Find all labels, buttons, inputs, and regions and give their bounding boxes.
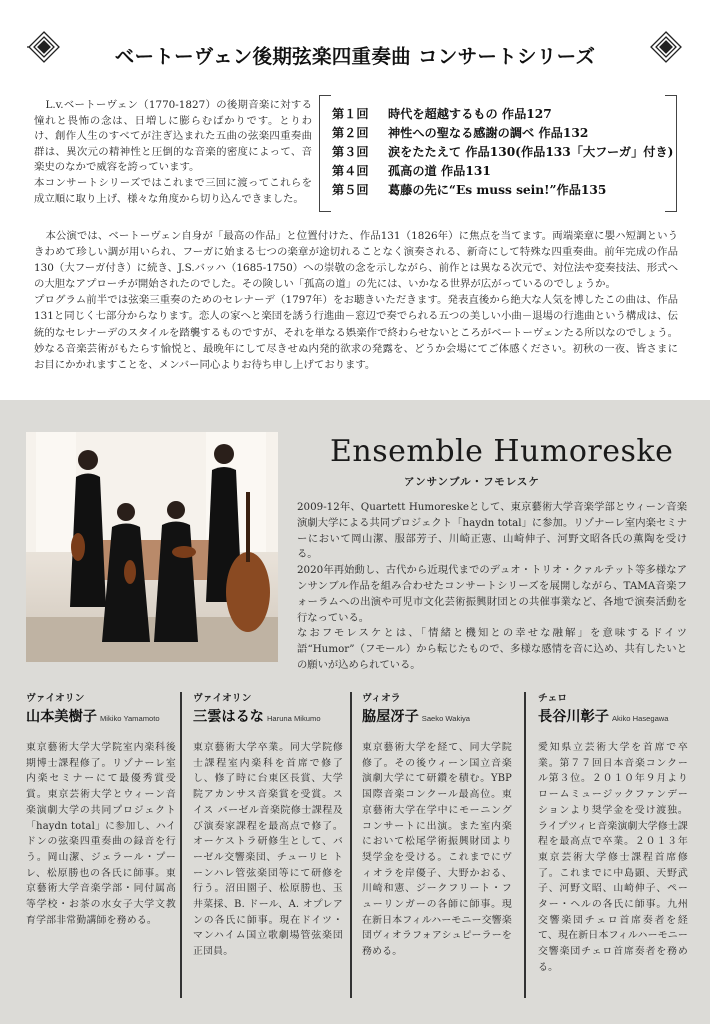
ensemble-photo-illustration <box>26 432 278 662</box>
member-name-jp: 脇屋冴子 <box>362 709 419 725</box>
program-item: 第４回 孤高の道 作品131 <box>332 164 491 178</box>
profile-paragraph: 2009-12年、Quartett Humoreskeとして、東京藝術大学音楽学部とウィーン音楽演劇大学による共同プロジェクト「haydn total」に参加。リゾナーレ室内楽セミナーにおいて岡山潔、服部芳子、川崎正憲、山崎伸子、河野文昭各氏の薫陶を受ける。 <box>297 501 687 561</box>
ensemble-profile <box>297 500 687 674</box>
member-instrument: チェロ <box>538 693 568 704</box>
ornament-diamond-icon <box>27 30 61 64</box>
member-name <box>538 706 688 726</box>
member-bio: 東京藝術大学卒業。同大学院修士課程室内楽科を首席で修了し、修了時に台東区長賞、大学院アカンサス音楽賞を受賞。スイス バーゼル音楽院修士課程及び演奏家課程を最高点で修了。オーケストラ研修生として、バーゼル交響楽団、チューリヒ トーンハレ管弦楽団等にて研修を行う。沼田園子、松原勝也、玉井菜採、B. ドール、A. オプレアンの各氏に師事。現在ドイツ・マンハイム国立歌劇場管弦楽団正団員。 <box>193 742 343 958</box>
member-name-jp: 山本美樹子 <box>26 709 97 725</box>
ensemble-section <box>0 400 710 1024</box>
member-name-en: Saeko Wakiya <box>421 714 471 723</box>
header <box>0 0 710 92</box>
program-item: 第１回 時代を超越するもの 作品127 <box>332 107 552 121</box>
intro-text <box>34 98 312 207</box>
profile-paragraph: なおフモレスケとは、「情緒と機知との幸せな融解」を意味するドイツ語“Humor”（フモール）から転じたもので、多様な感情を音に込め、共有したいとの願いが込められている。 <box>297 627 687 671</box>
member-instrument: ヴァイオリン <box>26 693 85 704</box>
program-list <box>332 105 674 200</box>
ornament-diamond-icon <box>649 30 683 64</box>
member-name <box>193 706 343 726</box>
program-item: 第５回 葛藤の先に“Es muss sein!”作品135 <box>332 183 607 197</box>
member-profile <box>26 690 176 928</box>
column-divider <box>180 692 182 998</box>
profile-paragraph: 2020年再始動し、古代から近現代までのデュオ・トリオ・クァルテット等多様なアンサンブル作品を組み合わせたコンサートシリーズを展開しながら、TAMA音楽フォーラムへの出演や可児市文化芸術振興財団との共催事業など、各地で演奏活動を行なっている。 <box>297 564 687 624</box>
page-title: ベートーヴェン後期弦楽四重奏曲 コンサートシリーズ <box>114 45 596 68</box>
member-name <box>362 706 512 726</box>
bracket-left <box>319 95 331 212</box>
ensemble-kana: アンサンブル・フモレスケ <box>404 476 540 488</box>
description-paragraph: プログラム前半では弦楽三重奏のためのセレナーデ（1797年）をお聴きいただきます。発表直後から絶大な人気を博したこの曲は、作品131と同じく七部分からなります。恋人の家へと楽団を誘う行進曲－窓辺で奏でられる五つの美しい小曲－退場の行進曲という構成は、伝統的なセレナーデのスタイルを踏襲するものですが、それを単なる娯楽作で終わらせないところがベートーヴェンたる所以なのでしょう。妙なる音楽芸術がもたらす愉悦と、最晩年にして尽きせぬ内発的欲求の発露を、どうか会場にてご体感ください。初秋の一夜、皆さまにお目にかかれますことを、メンバー同心よりお待ち申し上げております。 <box>34 294 678 371</box>
member-name-en: Mikiko Yamamoto <box>99 714 160 723</box>
member-name-en: Akiko Hasegawa <box>611 714 669 723</box>
ensemble-name: Ensemble Humoreske <box>330 434 674 469</box>
member-instrument: ヴァイオリン <box>193 693 252 704</box>
column-divider <box>350 692 352 998</box>
member-name <box>26 706 176 726</box>
program-item: 第３回 涙をたたえて 作品130(作品133「大フーガ」付き) <box>332 145 674 159</box>
member-name-en: Haruna Mikumo <box>266 714 321 723</box>
program-item: 第２回 神性への聖なる感謝の調べ 作品132 <box>332 126 589 140</box>
concert-description <box>34 228 678 373</box>
member-profile <box>193 690 343 960</box>
ensemble-photo <box>26 432 278 662</box>
member-bio: 東京藝術大学を経て、同大学院修了。その後ウィーン国立音楽演劇大学にて研鑽を積む。YBP国際音楽コンクール最高位。東京藝術大学在学中にモーニングコンサートに出演。また室内楽において松尾学術振興財団より奨学金を受ける。これまでにヴィオラを岸優子、大野かおる、川崎和憲、ジークフリート・フューリンガーの各師に師事。現在新日本フィルハーモニー交響楽団ヴィオラフォアシュピーラーを務める。 <box>362 742 512 958</box>
member-bio: 東京藝術大学大学院室内楽科後期博士課程修了。リゾナーレ室内楽セミナーにて最優秀賞受賞。東京芸術大学とウィーン音楽演劇大学の共同プロジェクト「haydn total」に参加し、ハイドンの弦楽四重奏曲の録音を行う。岡山潔、ジェラール・プーレ、松原勝也の各氏に師事。東京藝術大学音楽学部・同付属高等学校・お茶の水女子大学文教育学部非常勤講師を務める。 <box>26 742 176 926</box>
program-list-box <box>319 95 677 212</box>
member-name-jp: 三雲はるな <box>193 709 264 725</box>
intro-paragraph: 本コンサートシリーズではこれまで三回に渡ってこれらを成立順に取り上げ、様々な角度から切り込んできました。 <box>34 176 312 205</box>
member-bio: 愛知県立芸術大学を首席で卒業。第７７回日本音楽コンクール第３位。２０１０年９月よりロームミュージックファンデーションより奨学金を受け渡独。ライプツィヒ音楽演劇大学修士課程を最高点で卒業。２０１３年東京芸術大学修士課程首席修了。これまでに中島顕、天野武子、河野文昭、山崎伸子、ペーター・ヘルの各氏に師事。九州交響楽団チェロ首席奏者を経て、現在新日本フィルハーモニー交響楽団チェロ首席奏者を務める。 <box>538 742 688 973</box>
member-profile <box>538 690 688 976</box>
description-paragraph: 本公演では、ベートーヴェン自身が「最高の作品」と位置付けた、作品131（1826年）に焦点を当てます。両端楽章に嬰ハ短調というきわめて珍しい調が用いられ、フーガに始まる七つの楽章が途切れることなく演奏される、新奇にして特殊な四重奏曲。前年完成の作品130（大フーガ付き）に続き、J.S.バッハ（1685-1750）への崇敬の念を示しながら、前作とは異なる次元で、対位法や変奏技法、形式への大胆なアプローチが開始されたのでした。その険しい「孤高の道」の先には、いかなる世界が広がっているのでしょうか。 <box>34 230 678 291</box>
column-divider <box>524 692 526 998</box>
member-profile <box>362 690 512 960</box>
member-name-jp: 長谷川彰子 <box>538 709 609 725</box>
intro-paragraph: L.v.ベートーヴェン（1770-1827）の後期音楽に対する憧れと畏怖の念は、日増しに膨らむばかりです。とりわけ、創作人生のすべてが注ぎ込まれた五曲の弦楽四重奏曲群は、異次元の精神性と圧倒的な音楽的密度によって、音楽史のなかで威容を誇っています。 <box>34 99 312 174</box>
member-instrument: ヴィオラ <box>362 693 401 704</box>
